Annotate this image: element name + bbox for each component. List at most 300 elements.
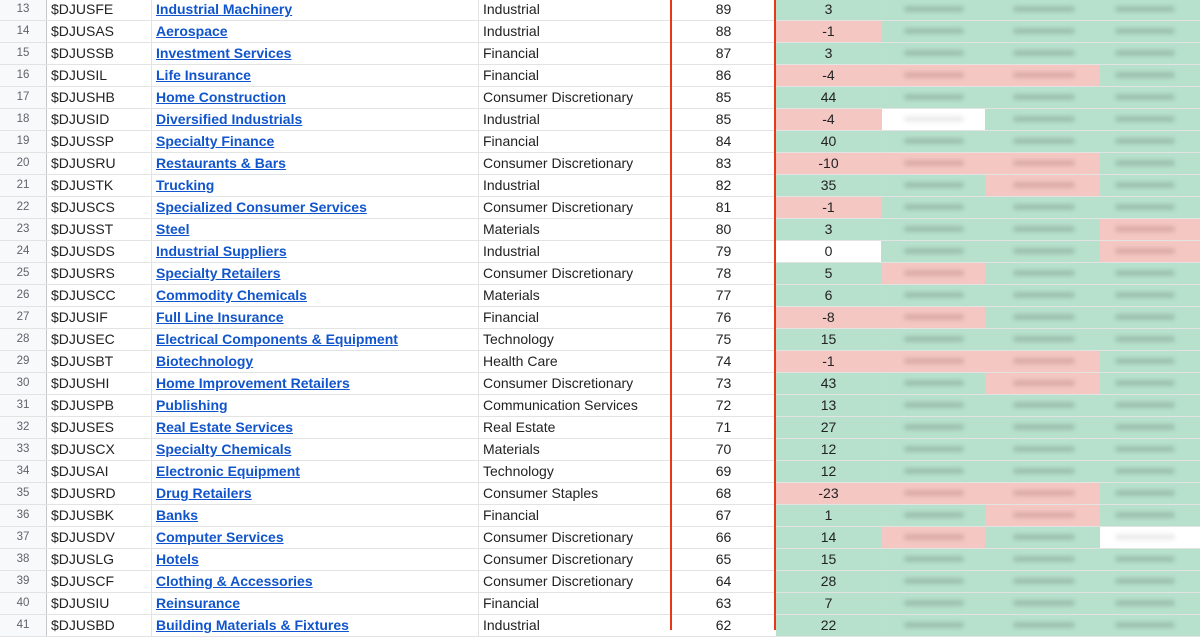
industry-name-cell[interactable] <box>152 417 479 438</box>
redacted-cell-b[interactable] <box>985 87 1100 108</box>
ticker-cell[interactable]: $DJUSBT <box>47 351 152 372</box>
row-number[interactable]: 19 <box>0 131 47 152</box>
redacted-cell-a[interactable] <box>882 373 985 394</box>
sector-cell[interactable]: Financial <box>483 133 540 149</box>
industry-link[interactable]: Biotechnology <box>156 353 254 369</box>
table-row[interactable] <box>0 505 1200 527</box>
redacted-cell-b[interactable] <box>985 21 1100 42</box>
redacted-cell-a[interactable] <box>882 197 985 218</box>
industry-name-cell[interactable] <box>152 21 479 42</box>
sector-cell[interactable]: Consumer Discretionary <box>483 155 634 171</box>
redacted-cell-b[interactable] <box>985 219 1100 240</box>
redacted-cell-b[interactable] <box>985 65 1100 86</box>
ticker-cell[interactable]: $DJUSTK <box>47 175 152 196</box>
redacted-cell-c[interactable] <box>1100 197 1200 218</box>
ticker-cell[interactable]: $DJUSPB <box>47 395 152 416</box>
redacted-cell-c[interactable] <box>1100 373 1200 394</box>
score-cell[interactable]: 72 <box>715 397 732 413</box>
row-number[interactable]: 29 <box>0 351 47 372</box>
redacted-cell-b[interactable] <box>985 549 1100 570</box>
ticker-cell[interactable]: $DJUSDS <box>47 241 152 262</box>
table-row[interactable] <box>0 439 1200 461</box>
redacted-cell-a[interactable] <box>882 329 985 350</box>
redacted-cell-c[interactable] <box>1100 615 1200 636</box>
industry-link[interactable]: Electronic Equipment <box>156 463 300 479</box>
score-cell[interactable]: 65 <box>715 551 732 567</box>
row-number[interactable]: 39 <box>0 571 47 592</box>
score-cell[interactable]: 86 <box>715 67 732 83</box>
table-row[interactable] <box>0 615 1200 637</box>
change-cell[interactable]: 3 <box>776 43 882 64</box>
redacted-cell-c[interactable] <box>1100 263 1200 284</box>
redacted-cell-b[interactable] <box>985 417 1100 438</box>
industry-name-cell[interactable] <box>152 439 479 460</box>
redacted-cell-c[interactable] <box>1100 483 1200 504</box>
sector-cell[interactable]: Consumer Discretionary <box>483 573 634 589</box>
row-number[interactable]: 17 <box>0 87 47 108</box>
industry-link[interactable]: Commodity Chemicals <box>156 287 307 303</box>
industry-link[interactable]: Specialty Chemicals <box>156 441 292 457</box>
sector-cell[interactable]: Financial <box>483 67 540 83</box>
change-cell[interactable]: 3 <box>776 0 882 20</box>
table-row[interactable] <box>0 197 1200 219</box>
table-row[interactable] <box>0 395 1200 417</box>
change-cell[interactable]: 35 <box>776 175 882 196</box>
redacted-cell-b[interactable] <box>985 483 1100 504</box>
industry-name-cell[interactable] <box>152 65 479 86</box>
industry-name-cell[interactable] <box>152 307 479 328</box>
row-number[interactable]: 22 <box>0 197 47 218</box>
score-cell[interactable]: 78 <box>715 265 732 281</box>
sector-cell[interactable]: Financial <box>483 45 540 61</box>
table-row[interactable] <box>0 329 1200 351</box>
table-row[interactable] <box>0 153 1200 175</box>
table-row[interactable] <box>0 0 1200 21</box>
ticker-cell[interactable]: $DJUSCF <box>47 571 152 592</box>
ticker-cell[interactable]: $DJUSCS <box>47 197 152 218</box>
redacted-cell-c[interactable] <box>1100 329 1200 350</box>
redacted-cell-b[interactable] <box>985 571 1100 592</box>
redacted-cell-a[interactable] <box>882 307 985 328</box>
table-row[interactable] <box>0 461 1200 483</box>
table-row[interactable] <box>0 417 1200 439</box>
table-row[interactable] <box>0 43 1200 65</box>
redacted-cell-b[interactable] <box>985 153 1100 174</box>
row-number[interactable]: 35 <box>0 483 47 504</box>
score-cell[interactable]: 75 <box>715 331 732 347</box>
redacted-cell-c[interactable] <box>1100 109 1200 130</box>
industry-name-cell[interactable] <box>152 329 479 350</box>
row-number[interactable]: 24 <box>0 241 47 262</box>
row-number[interactable]: 25 <box>0 263 47 284</box>
redacted-cell-c[interactable] <box>1100 285 1200 306</box>
redacted-cell-a[interactable] <box>882 131 985 152</box>
redacted-cell-c[interactable] <box>1100 131 1200 152</box>
redacted-cell-c[interactable] <box>1100 307 1200 328</box>
redacted-cell-a[interactable] <box>882 263 985 284</box>
sector-cell[interactable]: Industrial <box>483 177 540 193</box>
table-row[interactable] <box>0 351 1200 373</box>
table-row[interactable] <box>0 175 1200 197</box>
redacted-cell-a[interactable] <box>882 615 985 636</box>
score-cell[interactable]: 84 <box>715 133 732 149</box>
redacted-cell-a[interactable] <box>882 417 985 438</box>
redacted-cell-b[interactable] <box>985 285 1100 306</box>
ticker-cell[interactable]: $DJUSEC <box>47 329 152 350</box>
score-cell[interactable]: 62 <box>715 617 732 633</box>
industry-link[interactable]: Full Line Insurance <box>156 309 284 325</box>
table-row[interactable] <box>0 87 1200 109</box>
row-number[interactable]: 16 <box>0 65 47 86</box>
sector-cell[interactable]: Industrial <box>483 23 540 39</box>
change-cell[interactable]: -1 <box>776 21 882 42</box>
score-cell[interactable]: 77 <box>715 287 732 303</box>
table-row[interactable] <box>0 219 1200 241</box>
row-number[interactable]: 31 <box>0 395 47 416</box>
redacted-cell-c[interactable] <box>1100 87 1200 108</box>
redacted-cell-a[interactable] <box>882 527 985 548</box>
redacted-cell-a[interactable] <box>882 461 985 482</box>
ticker-cell[interactable]: $DJUSIL <box>47 65 152 86</box>
sector-cell[interactable]: Consumer Discretionary <box>483 199 634 215</box>
industry-name-cell[interactable] <box>152 483 479 504</box>
score-cell[interactable]: 70 <box>715 441 732 457</box>
industry-link[interactable]: Life Insurance <box>156 67 251 83</box>
industry-name-cell[interactable] <box>152 505 479 526</box>
redacted-cell-b[interactable] <box>985 0 1100 20</box>
industry-name-cell[interactable] <box>152 527 479 548</box>
industry-name-cell[interactable] <box>152 351 479 372</box>
industry-link[interactable]: Investment Services <box>156 45 292 61</box>
change-cell[interactable]: 12 <box>776 439 882 460</box>
ticker-cell[interactable]: $DJUSRD <box>47 483 152 504</box>
ticker-cell[interactable]: $DJUSHI <box>47 373 152 394</box>
change-cell[interactable]: 27 <box>776 417 882 438</box>
sector-cell[interactable]: Consumer Discretionary <box>483 529 634 545</box>
score-cell[interactable]: 64 <box>715 573 732 589</box>
ticker-cell[interactable]: $DJUSCX <box>47 439 152 460</box>
change-cell[interactable]: 3 <box>776 219 882 240</box>
change-cell[interactable]: 13 <box>776 395 882 416</box>
redacted-cell-a[interactable] <box>882 593 985 614</box>
industry-link[interactable]: Drug Retailers <box>156 485 252 501</box>
table-row[interactable] <box>0 21 1200 43</box>
score-cell[interactable]: 69 <box>715 463 732 479</box>
score-cell[interactable]: 66 <box>715 529 732 545</box>
change-cell[interactable]: 12 <box>776 461 882 482</box>
industry-name-cell[interactable] <box>152 395 479 416</box>
redacted-cell-a[interactable] <box>882 439 985 460</box>
ticker-cell[interactable]: $DJUSBK <box>47 505 152 526</box>
score-cell[interactable]: 80 <box>715 221 732 237</box>
table-row[interactable] <box>0 285 1200 307</box>
change-cell[interactable]: -23 <box>776 483 882 504</box>
sector-cell[interactable]: Financial <box>483 595 540 611</box>
redacted-cell-b[interactable] <box>985 263 1100 284</box>
redacted-cell-a[interactable] <box>882 505 985 526</box>
industry-name-cell[interactable] <box>152 175 479 196</box>
redacted-cell-c[interactable] <box>1100 395 1200 416</box>
ticker-cell[interactable]: $DJUSIU <box>47 593 152 614</box>
change-cell[interactable]: 44 <box>776 87 882 108</box>
redacted-cell-c[interactable] <box>1100 153 1200 174</box>
industry-name-cell[interactable] <box>152 87 479 108</box>
sector-cell[interactable]: Financial <box>483 507 540 523</box>
industry-link[interactable]: Real Estate Services <box>156 419 293 435</box>
industry-link[interactable]: Computer Services <box>156 529 284 545</box>
change-cell[interactable]: 22 <box>776 615 882 636</box>
sector-cell[interactable]: Consumer Discretionary <box>483 375 634 391</box>
ticker-cell[interactable]: $DJUSAI <box>47 461 152 482</box>
industry-link[interactable]: Steel <box>156 221 190 237</box>
industry-link[interactable]: Diversified Industrials <box>156 111 303 127</box>
row-number[interactable]: 23 <box>0 219 47 240</box>
redacted-cell-c[interactable] <box>1100 439 1200 460</box>
sector-cell[interactable]: Consumer Discretionary <box>483 89 634 105</box>
industry-name-cell[interactable] <box>152 153 479 174</box>
row-number[interactable]: 37 <box>0 527 47 548</box>
table-row[interactable] <box>0 571 1200 593</box>
row-number[interactable]: 38 <box>0 549 47 570</box>
score-cell[interactable]: 83 <box>715 155 732 171</box>
redacted-cell-b[interactable] <box>985 395 1100 416</box>
redacted-cell-c[interactable] <box>1100 549 1200 570</box>
sector-cell[interactable]: Materials <box>483 441 540 457</box>
score-cell[interactable]: 73 <box>715 375 732 391</box>
industry-link[interactable]: Industrial Machinery <box>156 1 293 17</box>
redacted-cell-b[interactable] <box>985 439 1100 460</box>
industry-link[interactable]: Aerospace <box>156 23 228 39</box>
change-cell[interactable]: 15 <box>776 549 882 570</box>
redacted-cell-c[interactable] <box>1100 219 1200 240</box>
industry-name-cell[interactable] <box>152 219 479 240</box>
change-cell[interactable]: -1 <box>776 351 882 372</box>
redacted-cell-a[interactable] <box>882 483 985 504</box>
table-row[interactable] <box>0 109 1200 131</box>
redacted-cell-c[interactable] <box>1100 505 1200 526</box>
industry-link[interactable]: Hotels <box>156 551 199 567</box>
industry-link[interactable]: Industrial Suppliers <box>156 243 287 259</box>
row-number[interactable]: 27 <box>0 307 47 328</box>
score-cell[interactable]: 63 <box>715 595 732 611</box>
row-number[interactable]: 21 <box>0 175 47 196</box>
sector-cell[interactable]: Consumer Discretionary <box>483 551 634 567</box>
industry-name-cell[interactable] <box>152 109 479 130</box>
redacted-cell-c[interactable] <box>1100 0 1200 20</box>
redacted-cell-b[interactable] <box>985 43 1100 64</box>
ticker-cell[interactable]: $DJUSIF <box>47 307 152 328</box>
row-number[interactable]: 40 <box>0 593 47 614</box>
redacted-cell-c[interactable] <box>1100 43 1200 64</box>
redacted-cell-a[interactable] <box>882 219 985 240</box>
sector-cell[interactable]: Industrial <box>483 243 540 259</box>
sector-cell[interactable]: Communication Services <box>483 397 638 413</box>
redacted-cell-b[interactable] <box>985 505 1100 526</box>
change-cell[interactable]: 15 <box>776 329 882 350</box>
industry-link[interactable]: Clothing & Accessories <box>156 573 313 589</box>
redacted-cell-a[interactable] <box>882 351 985 372</box>
score-cell[interactable]: 85 <box>715 89 732 105</box>
sector-cell[interactable]: Industrial <box>483 111 540 127</box>
industry-name-cell[interactable] <box>152 131 479 152</box>
industry-name-cell[interactable] <box>152 241 479 262</box>
sector-cell[interactable]: Real Estate <box>483 419 556 435</box>
sector-cell[interactable]: Industrial <box>483 1 540 17</box>
change-cell[interactable]: -8 <box>776 307 882 328</box>
row-number[interactable]: 30 <box>0 373 47 394</box>
sector-cell[interactable]: Health Care <box>483 353 558 369</box>
industry-name-cell[interactable] <box>152 0 479 20</box>
industry-link[interactable]: Specialty Finance <box>156 133 275 149</box>
change-cell[interactable]: 6 <box>776 285 882 306</box>
score-cell[interactable]: 76 <box>715 309 732 325</box>
change-cell[interactable]: -1 <box>776 197 882 218</box>
redacted-cell-b[interactable] <box>985 197 1100 218</box>
ticker-cell[interactable]: $DJUSCC <box>47 285 152 306</box>
sector-cell[interactable]: Industrial <box>483 617 540 633</box>
redacted-cell-c[interactable] <box>1100 175 1200 196</box>
redacted-cell-a[interactable] <box>882 571 985 592</box>
redacted-cell-a[interactable] <box>882 65 985 86</box>
score-cell[interactable]: 74 <box>715 353 732 369</box>
redacted-cell-b[interactable] <box>985 307 1100 328</box>
redacted-cell-b[interactable] <box>985 461 1100 482</box>
table-row[interactable] <box>0 241 1200 263</box>
redacted-cell-a[interactable] <box>882 87 985 108</box>
score-cell[interactable]: 89 <box>715 1 732 17</box>
redacted-cell-c[interactable] <box>1100 21 1200 42</box>
change-cell[interactable]: 14 <box>776 527 882 548</box>
redacted-cell-a[interactable] <box>882 549 985 570</box>
redacted-cell-c[interactable] <box>1100 351 1200 372</box>
redacted-cell-a[interactable] <box>882 395 985 416</box>
redacted-cell-b[interactable] <box>985 175 1100 196</box>
change-cell[interactable]: 28 <box>776 571 882 592</box>
industry-name-cell[interactable] <box>152 285 479 306</box>
row-number[interactable]: 14 <box>0 21 47 42</box>
score-cell[interactable]: 67 <box>715 507 732 523</box>
industry-name-cell[interactable] <box>152 549 479 570</box>
redacted-cell-c[interactable] <box>1100 593 1200 614</box>
table-row[interactable] <box>0 483 1200 505</box>
change-cell[interactable]: 40 <box>776 131 882 152</box>
industry-link[interactable]: Trucking <box>156 177 215 193</box>
score-cell[interactable]: 71 <box>715 419 732 435</box>
industry-name-cell[interactable] <box>152 593 479 614</box>
row-number[interactable]: 20 <box>0 153 47 174</box>
redacted-cell-b[interactable] <box>985 241 1100 262</box>
table-row[interactable] <box>0 549 1200 571</box>
table-row[interactable] <box>0 527 1200 549</box>
sector-cell[interactable]: Consumer Discretionary <box>483 265 634 281</box>
redacted-cell-c[interactable] <box>1100 527 1200 548</box>
score-cell[interactable]: 87 <box>715 45 732 61</box>
row-number[interactable]: 32 <box>0 417 47 438</box>
redacted-cell-b[interactable] <box>985 615 1100 636</box>
redacted-cell-a[interactable] <box>882 241 985 262</box>
ticker-cell[interactable]: $DJUSBD <box>47 615 152 636</box>
industry-link[interactable]: Reinsurance <box>156 595 241 611</box>
redacted-cell-c[interactable] <box>1100 417 1200 438</box>
sector-cell[interactable]: Materials <box>483 221 540 237</box>
row-number[interactable]: 36 <box>0 505 47 526</box>
redacted-cell-a[interactable] <box>882 175 985 196</box>
change-cell[interactable]: 7 <box>776 593 882 614</box>
row-number[interactable]: 41 <box>0 615 47 636</box>
ticker-cell[interactable]: $DJUSRS <box>47 263 152 284</box>
table-row[interactable] <box>0 373 1200 395</box>
change-cell[interactable]: 1 <box>776 505 882 526</box>
industry-link[interactable]: Building Materials & Fixtures <box>156 617 349 633</box>
score-cell[interactable]: 81 <box>715 199 732 215</box>
industry-link[interactable]: Home Improvement Retailers <box>156 375 350 391</box>
ticker-cell[interactable]: $DJUSLG <box>47 549 152 570</box>
sector-cell[interactable]: Technology <box>483 331 554 347</box>
table-row[interactable] <box>0 307 1200 329</box>
redacted-cell-a[interactable] <box>882 43 985 64</box>
industry-link[interactable]: Publishing <box>156 397 228 413</box>
redacted-cell-a[interactable] <box>882 109 985 130</box>
redacted-cell-b[interactable] <box>985 351 1100 372</box>
redacted-cell-c[interactable] <box>1100 461 1200 482</box>
industry-name-cell[interactable] <box>152 263 479 284</box>
table-row[interactable] <box>0 131 1200 153</box>
change-cell[interactable]: -4 <box>776 65 882 86</box>
redacted-cell-b[interactable] <box>985 131 1100 152</box>
redacted-cell-a[interactable] <box>882 285 985 306</box>
ticker-cell[interactable]: $DJUSES <box>47 417 152 438</box>
industry-link[interactable]: Restaurants & Bars <box>156 155 286 171</box>
industry-name-cell[interactable] <box>152 615 479 636</box>
industry-name-cell[interactable] <box>152 461 479 482</box>
change-cell[interactable]: 5 <box>776 263 882 284</box>
row-number[interactable]: 33 <box>0 439 47 460</box>
redacted-cell-a[interactable] <box>882 21 985 42</box>
redacted-cell-b[interactable] <box>985 527 1100 548</box>
sector-cell[interactable]: Financial <box>483 309 540 325</box>
ticker-cell[interactable]: $DJUSST <box>47 219 152 240</box>
redacted-cell-c[interactable] <box>1100 65 1200 86</box>
change-cell[interactable]: -10 <box>776 153 882 174</box>
industry-link[interactable]: Banks <box>156 507 199 523</box>
ticker-cell[interactable]: $DJUSSP <box>47 131 152 152</box>
ticker-cell[interactable]: $DJUSHB <box>47 87 152 108</box>
table-row[interactable] <box>0 593 1200 615</box>
score-cell[interactable]: 82 <box>715 177 732 193</box>
change-cell[interactable]: 0 <box>776 241 882 262</box>
change-cell[interactable]: -4 <box>776 109 882 130</box>
industry-link[interactable]: Specialty Retailers <box>156 265 281 281</box>
ticker-cell[interactable]: $DJUSSB <box>47 43 152 64</box>
redacted-cell-b[interactable] <box>985 329 1100 350</box>
industry-name-cell[interactable] <box>152 373 479 394</box>
industry-link[interactable]: Electrical Components & Equipment <box>156 331 398 347</box>
score-cell[interactable]: 79 <box>715 243 732 259</box>
redacted-cell-c[interactable] <box>1100 241 1200 262</box>
ticker-cell[interactable]: $DJUSDV <box>47 527 152 548</box>
sector-cell[interactable]: Consumer Staples <box>483 485 599 501</box>
ticker-cell[interactable]: $DJUSAS <box>47 21 152 42</box>
row-number[interactable]: 34 <box>0 461 47 482</box>
row-number[interactable]: 26 <box>0 285 47 306</box>
industry-name-cell[interactable] <box>152 571 479 592</box>
score-cell[interactable]: 85 <box>715 111 732 127</box>
ticker-cell[interactable]: $DJUSID <box>47 109 152 130</box>
redacted-cell-b[interactable] <box>985 593 1100 614</box>
row-number[interactable]: 18 <box>0 109 47 130</box>
industry-name-cell[interactable] <box>152 43 479 64</box>
redacted-cell-a[interactable] <box>882 153 985 174</box>
